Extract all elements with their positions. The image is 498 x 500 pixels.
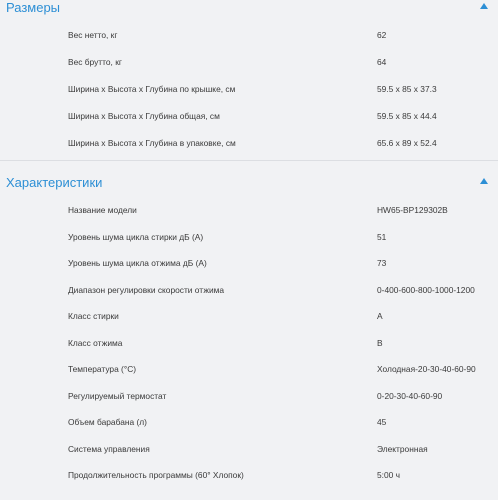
spec-value: 65.6 x 89 x 52.4 xyxy=(377,138,437,148)
spec-value: Холодная-20-30-40-60-90 xyxy=(377,364,476,374)
spec-value: 0-400-600-800-1000-1200 xyxy=(377,284,475,295)
spec-row xyxy=(0,311,498,338)
section-divider xyxy=(0,160,498,161)
spec-label: Уровень шума цикла стирки дБ (А) xyxy=(68,231,204,242)
spec-value: HW65-BP129302B xyxy=(377,205,448,215)
spec-value: 5:00 ч xyxy=(377,470,400,480)
spec-label: Диапазон регулировки скорости отжима xyxy=(68,284,225,295)
spec-row xyxy=(0,470,498,497)
spec-label: Объем барабана (л) xyxy=(68,417,147,427)
spec-label: Название модели xyxy=(68,205,137,215)
spec-row xyxy=(0,258,498,285)
section-header-sizes[interactable] xyxy=(0,0,498,24)
spec-value: В xyxy=(377,337,383,348)
spec-value: 59.5 x 85 x 37.3 xyxy=(377,84,437,94)
spec-label: Ширина x Высота x Глубина общая, см xyxy=(68,111,220,121)
spec-row xyxy=(0,285,498,312)
spec-label: Продолжительность программы (60° Хлопок) xyxy=(68,470,244,480)
spec-value: А xyxy=(377,311,383,321)
spec-value: Электронная xyxy=(377,443,428,454)
specs-table-characteristics xyxy=(0,205,498,497)
spec-label: Класс стирки xyxy=(68,311,119,321)
spec-value: 64 xyxy=(377,57,387,67)
spec-row xyxy=(0,232,498,259)
spec-value: 62 xyxy=(377,30,387,40)
spec-value: 59.5 x 85 x 44.4 xyxy=(377,111,437,121)
spec-label: Вес брутто, кг xyxy=(68,57,122,67)
spec-row xyxy=(0,30,498,57)
spec-row xyxy=(0,205,498,232)
chevron-up-icon[interactable] xyxy=(480,178,488,184)
section-title-characteristics: Характеристики xyxy=(6,175,103,190)
spec-value: 73 xyxy=(377,258,387,268)
spec-row xyxy=(0,111,498,138)
spec-label: Ширина x Высота x Глубина по крышке, см xyxy=(68,84,236,94)
spec-label: Вес нетто, кг xyxy=(68,30,118,40)
specs-table-sizes xyxy=(0,30,498,165)
spec-label: Система управления xyxy=(68,443,150,454)
section-title-sizes: Размеры xyxy=(6,0,61,15)
spec-row xyxy=(0,391,498,418)
chevron-up-icon[interactable] xyxy=(480,3,488,9)
spec-row xyxy=(0,417,498,444)
spec-row xyxy=(0,338,498,365)
spec-label: Ширина x Высота x Глубина в упаковке, см xyxy=(68,138,236,148)
spec-row xyxy=(0,364,498,391)
spec-label: Регулируемый термостат xyxy=(68,390,167,401)
spec-row xyxy=(0,57,498,84)
spec-row xyxy=(0,444,498,471)
spec-value: 51 xyxy=(377,231,387,242)
spec-label: Класс отжима xyxy=(68,337,123,348)
section-header-characteristics[interactable] xyxy=(0,175,498,199)
spec-value: 45 xyxy=(377,417,387,427)
spec-label: Температура (°C) xyxy=(68,364,137,374)
spec-value: 0-20-30-40-60-90 xyxy=(377,390,443,401)
spec-row xyxy=(0,84,498,111)
spec-label: Уровень шума цикла отжима дБ (А) xyxy=(68,258,207,268)
